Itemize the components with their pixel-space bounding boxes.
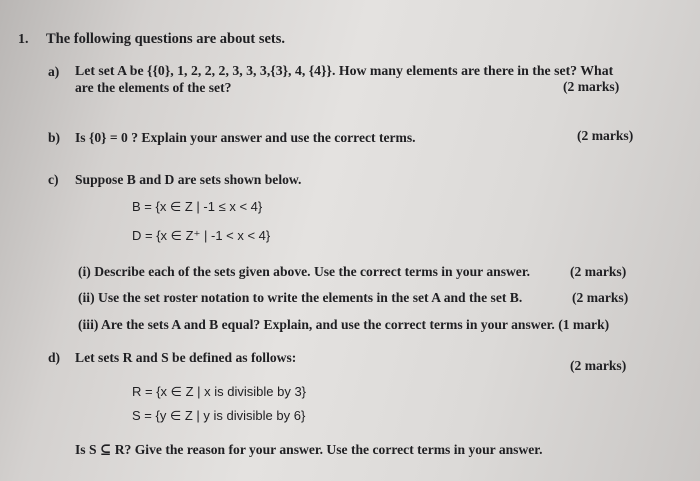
set-d-definition: D = {x ∈ Z⁺ | -1 < x < 4} (132, 228, 271, 243)
part-d-question: Is S ⊆ R? Give the reason for your answer. Use the correct terms in your answer. (75, 442, 543, 457)
part-a-label: a) (48, 64, 60, 79)
question-number: 1. (18, 32, 29, 47)
set-s-definition: S = {y ∈ Z | y is divisible by 6} (132, 408, 306, 423)
part-a-line2: are the elements of the set? (75, 80, 232, 95)
part-c-text: Suppose B and D are sets shown below. (75, 172, 302, 187)
part-d-text: Let sets R and S be defined as follows: (75, 350, 297, 365)
set-r-definition: R = {x ∈ Z | x is divisible by 3} (132, 384, 307, 399)
part-a-marks: (2 marks) (563, 79, 620, 94)
part-d-label: d) (48, 350, 61, 365)
part-c-ii-marks: (2 marks) (572, 290, 629, 305)
part-b-label: b) (48, 130, 61, 145)
part-c-i-marks: (2 marks) (570, 264, 627, 279)
part-b-text: Is {0} = 0 ? Explain your answer and use the correct terms. (75, 130, 416, 145)
part-d-marks: (2 marks) (570, 358, 627, 373)
part-b-marks: (2 marks) (577, 128, 634, 143)
set-b-definition: B = {x ∈ Z | -1 ≤ x < 4} (132, 199, 263, 214)
part-c-ii: (ii) Use the set roster notation to write the elements in the set A and the set B. (78, 290, 523, 305)
part-c-iii: (iii) Are the sets A and B equal? Explain, and use the correct terms in your answer. (1 mark) (78, 317, 610, 332)
part-c-label: c) (48, 172, 59, 187)
intro-text: The following questions are about sets. (46, 31, 286, 47)
part-c-i: (i) Describe each of the sets given above. Use the correct terms in your answer. (78, 264, 531, 279)
part-a-line1: Let set A be {{0}, 1, 2, 2, 2, 3, 3, 3,{3}, 4, {4}}. How many elements are there in the set? What (75, 63, 614, 78)
